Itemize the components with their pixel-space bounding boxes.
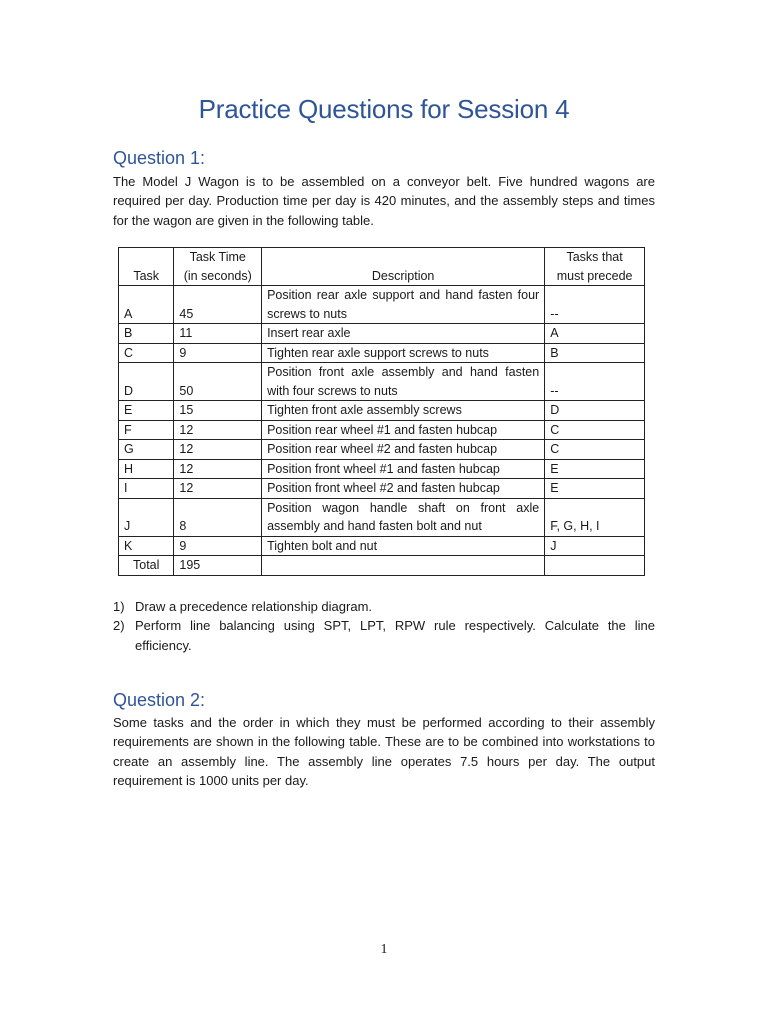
cell-description: Position front axle assembly and hand fasten with four screws to nuts — [262, 363, 545, 401]
task-table — [118, 247, 645, 576]
cell-task: E — [119, 401, 174, 421]
cell-precede: F, G, H, I — [545, 498, 645, 536]
question-2-intro: Some tasks and the order in which they must be performed according to their assembly requirements are shown in the following table. These are to be combined into workstations to create an assembly line. The assembly line operates 7.5 hours per day. The output requirement is 1000 units per day. — [113, 715, 655, 789]
cell-precede: -- — [545, 286, 645, 324]
cell-task-time: 12 — [174, 479, 262, 499]
table-row — [119, 440, 645, 460]
header-precede-line1: Tasks that — [566, 250, 623, 264]
table-row — [119, 420, 645, 440]
cell-task-time: 12 — [174, 420, 262, 440]
header-time-line2: (in seconds) — [183, 268, 252, 283]
list-item-text: Perform line balancing using SPT, LPT, RPW rule respectively. Calculate the line efficiency. — [135, 618, 655, 653]
table-row — [119, 343, 645, 363]
cell-task: J — [119, 498, 174, 536]
question-1-tasks-list — [113, 597, 655, 655]
cell-task: I — [119, 479, 174, 499]
cell-task: F — [119, 420, 174, 440]
total-description — [262, 556, 545, 576]
cell-description: Tighten bolt and nut — [262, 536, 545, 556]
cell-task-time: 12 — [174, 459, 262, 479]
cell-task-time: 9 — [174, 343, 262, 363]
cell-task: K — [119, 536, 174, 556]
cell-task: G — [119, 440, 174, 460]
table-row — [119, 401, 645, 421]
header-time-line1: Task Time — [189, 250, 246, 264]
table-body — [119, 286, 645, 556]
cell-task-time: 45 — [174, 286, 262, 324]
cell-precede: -- — [545, 363, 645, 401]
cell-description: Position wagon handle shaft on front axle assembly and hand fasten bolt and nut — [262, 498, 545, 536]
cell-task: D — [119, 363, 174, 401]
list-item — [113, 597, 655, 616]
cell-task-time: 12 — [174, 440, 262, 460]
header-task-time — [174, 248, 262, 286]
cell-task: C — [119, 343, 174, 363]
cell-description: Position front wheel #1 and fasten hubcap — [262, 459, 545, 479]
cell-task-time: 8 — [174, 498, 262, 536]
cell-task: A — [119, 286, 174, 324]
list-item-number: 1) — [113, 599, 125, 614]
table-row — [119, 459, 645, 479]
page-title: Practice Questions for Session 4 — [198, 94, 570, 124]
table-row — [119, 536, 645, 556]
cell-description: Position rear wheel #2 and fasten hubcap — [262, 440, 545, 460]
cell-task: H — [119, 459, 174, 479]
total-time: 195 — [174, 556, 262, 576]
list-item — [113, 616, 655, 655]
list-item-text: Draw a precedence relationship diagram. — [135, 599, 373, 614]
cell-task-time: 9 — [174, 536, 262, 556]
header-precede — [545, 248, 645, 286]
total-label: Total — [119, 556, 174, 576]
cell-precede: C — [545, 420, 645, 440]
table-row — [119, 324, 645, 344]
cell-description: Position rear axle support and hand fasten four screws to nuts — [262, 286, 545, 324]
total-precede — [545, 556, 645, 576]
table-total-row — [119, 556, 645, 576]
cell-precede: E — [545, 479, 645, 499]
cell-task-time: 11 — [174, 324, 262, 344]
table-row — [119, 363, 645, 401]
cell-precede: D — [545, 401, 645, 421]
cell-description: Tighten rear axle support screws to nuts — [262, 343, 545, 363]
list-item-number: 2) — [113, 618, 125, 634]
cell-description: Position front wheel #2 and fasten hubcap — [262, 479, 545, 499]
header-task: Task — [119, 248, 174, 286]
cell-task-time: 50 — [174, 363, 262, 401]
question-1-intro: The Model J Wagon is to be assembled on a conveyor belt. Five hundred wagons are required per day. Production time per day is 420 minutes, and the assembly steps and times for the wagon are given in the following table. — [113, 174, 655, 228]
header-precede-line2: must precede — [556, 268, 633, 283]
cell-task-time: 15 — [174, 401, 262, 421]
cell-description: Tighten front axle assembly screws — [262, 401, 545, 421]
table-row — [119, 286, 645, 324]
page-number: 1 — [380, 942, 388, 957]
question-1-heading: Question 1: — [113, 148, 206, 168]
table-header-row — [119, 248, 645, 286]
cell-description: Insert rear axle — [262, 324, 545, 344]
cell-task: B — [119, 324, 174, 344]
cell-precede: B — [545, 343, 645, 363]
table-row — [119, 479, 645, 499]
cell-precede: E — [545, 459, 645, 479]
cell-precede: C — [545, 440, 645, 460]
table-row — [119, 498, 645, 536]
cell-precede: J — [545, 536, 645, 556]
cell-description: Position rear wheel #1 and fasten hubcap — [262, 420, 545, 440]
question-2-heading: Question 2: — [113, 690, 206, 710]
cell-precede: A — [545, 324, 645, 344]
header-description: Description — [262, 248, 545, 286]
